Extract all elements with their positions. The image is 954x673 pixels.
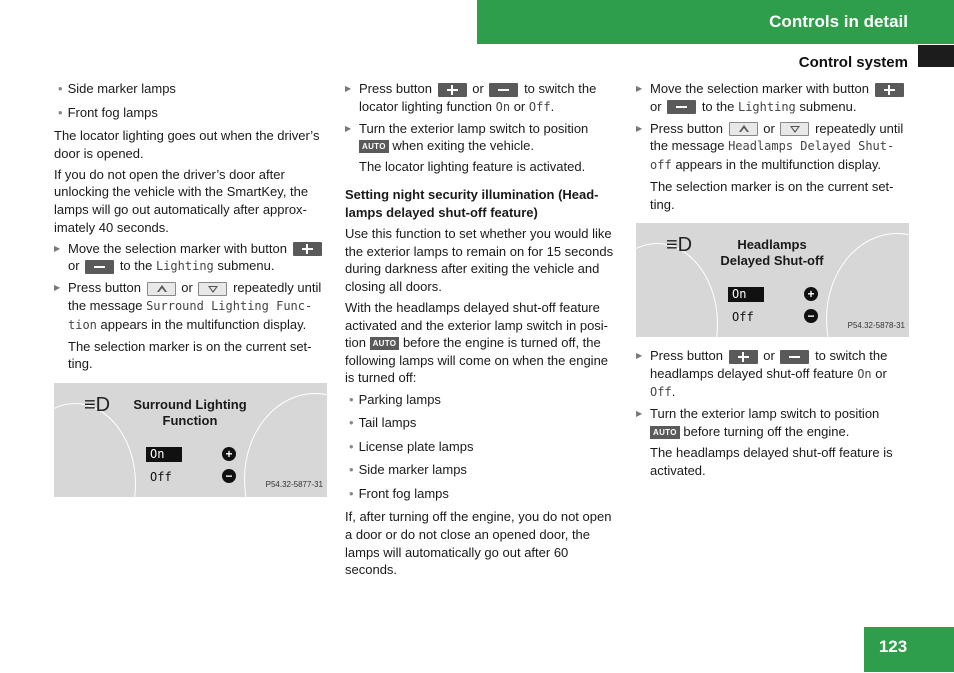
instruction-step: ▶ Move the selection marker with button or to the Lighting submenu. — [636, 80, 910, 116]
instruction-step: ▶ Press button or to switch the locator lighting function On or Off. — [345, 80, 619, 116]
note: The locator lighting feature is activated. — [359, 159, 586, 175]
page-number-box — [864, 627, 954, 672]
list-item: • Tail lamps — [345, 414, 619, 432]
minus-button-icon — [667, 100, 696, 114]
minus-circle-icon: − — [804, 309, 818, 323]
instruction-step: ▶ Move the selection marker with button or to the Lighting submenu. — [54, 240, 328, 276]
list-item: • License plate lamps — [345, 438, 619, 456]
paragraph: If you do not open the driver’s door after unlocking the vehicle with the SmartKey, the lamps will go out automatically after approx-imately 40 seconds. — [54, 166, 309, 235]
plus-circle-icon: + — [804, 287, 818, 301]
section-title: Control system — [798, 54, 908, 71]
column-2 — [345, 80, 619, 582]
list-item: • Parking lamps — [345, 391, 619, 409]
column-1 — [54, 80, 328, 497]
paragraph: Use this function to set whether you would like the exterior lamps to remain on for 15 seconds during darkness after exiting the vehicle and closing all doors. — [345, 226, 614, 294]
list-item: • Side marker lamps — [345, 461, 619, 479]
up-button-icon — [729, 122, 758, 136]
header-bar — [477, 0, 954, 44]
multifunction-display-image: ≡D Headlamps Delayed Shut-off On Off + − P54.32-5878-31 — [636, 223, 909, 337]
list-item: • Front fog lamps — [345, 485, 619, 503]
minus-button-icon — [85, 260, 114, 274]
note: The headlamps delayed shut-off feature is activated. — [650, 445, 893, 478]
note: The selection marker is on the current set-ting. — [68, 338, 312, 372]
list-item: • Side marker lamps — [54, 80, 328, 98]
down-button-icon — [780, 122, 809, 136]
up-button-icon — [147, 282, 176, 296]
multifunction-display-image: ≡D Surround Lighting Function On Off + − P54.32-5877-31 — [54, 383, 327, 497]
page-number: 123 — [878, 637, 908, 656]
paragraph: The locator lighting goes out when the driver’s door is opened. — [54, 128, 320, 161]
auto-switch-icon: AUTO — [359, 140, 389, 153]
instruction-step: ▶ Press button or repeatedly until the message Headlamps Delayed Shut-off appears in the multifunction display. — [636, 120, 910, 175]
list-item: • Front fog lamps — [54, 104, 328, 122]
instruction-step: ▶ Press button or repeatedly until the message Surround Lighting Func-tion appears in the multifunction display. — [54, 279, 328, 334]
instruction-step: ▶ Turn the exterior lamp switch to position AUTO before turning off the engine. — [636, 405, 910, 440]
plus-button-icon — [875, 83, 904, 97]
note: The selection marker is on the current set-ting. — [650, 178, 894, 212]
headlamp-icon: ≡D — [666, 234, 693, 257]
down-button-icon — [198, 282, 227, 296]
headlamp-icon: ≡D — [84, 393, 111, 416]
plus-circle-icon: + — [222, 447, 236, 461]
auto-switch-icon: AUTO — [650, 426, 680, 439]
section-heading: Setting night security illumination (Head-lamps delayed shut-off feature) — [345, 186, 599, 220]
instruction-step: ▶ Press button or to switch the headlamps delayed shut-off feature On or Off. — [636, 347, 910, 402]
instruction-step: ▶ Turn the exterior lamp switch to position AUTO when exiting the vehicle. — [345, 120, 619, 155]
side-tab-marker — [918, 45, 954, 67]
auto-switch-icon: AUTO — [370, 337, 400, 350]
paragraph: With the headlamps delayed shut-off feature activated and the exterior lamp switch in posi-tion AUTO before the engine is turned off, the following lamps will come on when the engine is turned off: — [345, 300, 609, 386]
plus-button-icon — [293, 242, 322, 256]
minus-circle-icon: − — [222, 469, 236, 483]
minus-button-icon — [489, 83, 518, 97]
plus-button-icon — [729, 350, 758, 364]
minus-button-icon — [780, 350, 809, 364]
paragraph: If, after turning off the engine, you do not open a door or do not close an opened door, the lamps will automatically go out after 60 seconds. — [345, 509, 612, 578]
plus-button-icon — [438, 83, 467, 97]
chapter-title: Controls in detail — [769, 12, 908, 31]
column-3 — [636, 80, 910, 483]
